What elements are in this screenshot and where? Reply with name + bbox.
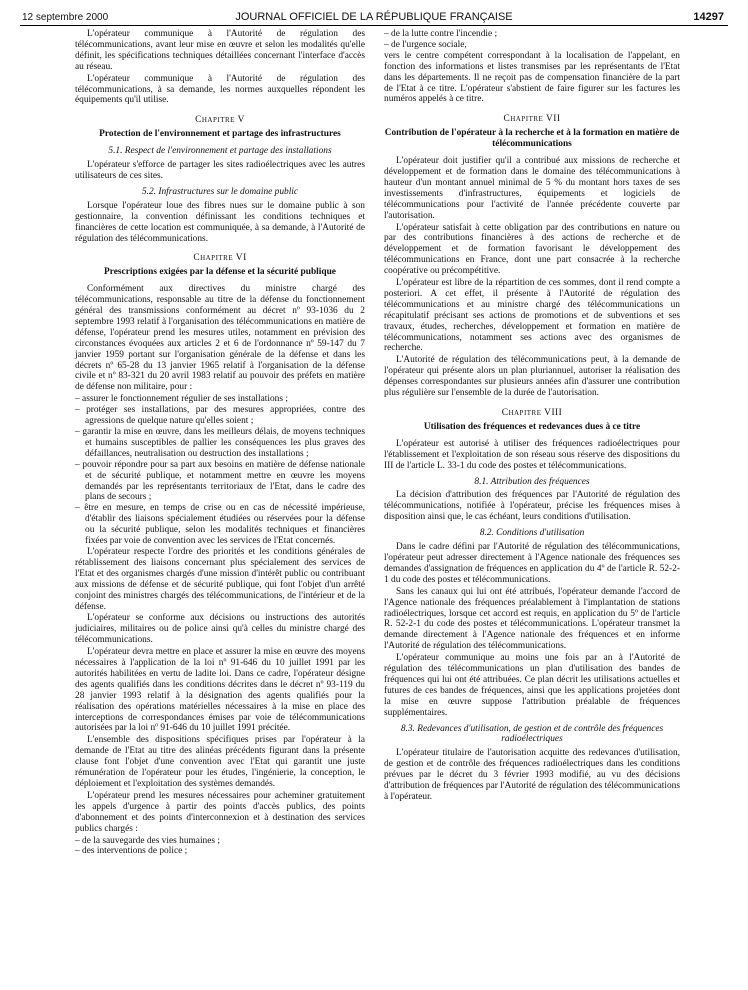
left-column xyxy=(75,29,365,857)
page-header xyxy=(0,6,748,30)
list-item: – être en mesure, en temps de crise ou en cas de nécessité impérieuse, d'établir des liaisons spécialement étudiées ou réservées pour la défense ou la sécurité publique, selon les modalités techniques et financières fixées par voie de convention avec les services de l'Etat concernés. xyxy=(75,503,365,547)
paragraph: L'opérateur est libre de la répartition de ces sommes, dont il rend compte a posteriori. A cet effet, il présente à l'Autorité de régulation des télécommunications et au ministre chargé des télécommunications un récapitulatif précisant ses actions de promotions et de subventions et ses travaux, études, recherches, développement et formation en matière de télécommunications, notamment ses actions avec des organismes de recherche. xyxy=(384,278,680,354)
paragraph: L'ensemble des dispositions spécifiques prises par l'opérateur à la demande de l'Etat au titre des alinéas précédents figurant dans la présente clause font l'objet d'une convention avec l'Etat qui garantit une juste rémunération de l'opérateur pour les études, l'ingénierie, la conception, le déploiement et l'exploitation des systèmes demandés. xyxy=(75,735,365,789)
list-item: – garantir la mise en œuvre, dans les meilleurs délais, de moyens techniques et humains susceptibles de pallier les conséquences les plus graves des défaillances, neutralisation ou destruction des installations ; xyxy=(75,427,365,459)
section-title: 8.1. Attribution des fréquences xyxy=(474,476,590,487)
paragraph: La décision d'attribution des fréquences par l'Autorité de régulation des télécommunications, notifiée à l'opérateur, précise les fréquences mises à disposition ainsi que, le cas échéant, leurs conditions d'utilisation. xyxy=(384,490,680,523)
paragraph: L'opérateur respecte l'ordre des priorités et les conditions générales de rétablissement des liaisons concernant plus spécialement des services de l'Etat et des organismes chargés d'une mission d'intérêt public ou contribuant aux missions de défense et de sécurité publique, qui font l'objet d'un arrêté conjoint des ministres chargés des télécommunications, de l'intérieur et de la défense. xyxy=(75,546,365,612)
paragraph: Sans les canaux qui lui ont été attribués, l'opérateur demande l'accord de l'Agence nationale des fréquences préalablement à l'implantation de stations radioélectriques, lorsque cet accord est requis, en application du 5º de l'article R. 52-2-1 du code des postes et télécommunications. L'opérateur transmet la demande directement à l'Agence nationale des fréquences et en informe l'Autorité de régulation des télécommunications. xyxy=(384,586,680,652)
paragraph: L'opérateur doit justifier qu'il a contribué aux missions de recherche et développement et de formation dans le domaine des télécommunications à hauteur d'un montant annuel minimal de 5 % du montant hors taxes de ses investissements d'infrastructures, équipements et logiciels de télécommunications pour l'activité de l'année précédente couverte par l'autorisation. xyxy=(384,156,680,221)
chapter-label: Chapitre VII xyxy=(503,114,561,125)
section-title: 5.2. Infrastructures sur le domaine public xyxy=(141,186,299,197)
paragraph: L'opérateur s'efforce de partager les sites radioélectriques avec les autres utilisateurs de ces sites. xyxy=(75,160,365,181)
paragraph: L'opérateur communique à l'Autorité de régulation des télécommunications, à sa demande, les normes auxquelles répondent les équipements qu'il utilise. xyxy=(75,73,365,106)
chapter-title: Protection de l'environnement et partage des infrastructures xyxy=(99,129,341,140)
paragraph: Lorsque l'opérateur loue des fibres nues sur le domaine public à son gestionnaire, la convention définissant les conditions techniques et financières de cette location est communiquée, à sa demande, à l'Autorité de régulation des télécommunications. xyxy=(75,200,365,244)
paragraph: L'opérateur communique au moins une fois par an à l'Autorité de régulation des télécommunications un plan d'utilisation des bandes de fréquences qui lui ont été attribuées. Ce plan décrit les utilisations actuelles et futures de ces bandes de fréquences, ainsi que les applications projetées dont la mise en œuvre suppose l'attribution préalable de fréquences supplémentaires. xyxy=(384,653,680,718)
paragraph: Dans le cadre défini par l'Autorité de régulation des télécommunications, l'opérateur peut adresser directement à l'Agence nationale des fréquences ses demandes d'assignation de fréquences en application du 4º de l'article R. 52-2-1 du code des postes et télécommunications. xyxy=(384,542,680,585)
paragraph: L'Autorité de régulation des télécommunications peut, à la demande de l'opérateur qui présente alors un plan pluriannuel, autoriser la réalisation des dépenses correspondantes sur plusieurs années afin d'assurer une contribution plus régulière sur l'ensemble de la durée de l'autorisation. xyxy=(384,355,680,399)
page-number: 14297 xyxy=(693,11,724,23)
section-title: 8.2. Conditions d'utilisation xyxy=(479,528,585,539)
journal-title: JOURNAL OFFICIEL DE LA RÉPUBLIQUE FRANÇAISE xyxy=(235,11,513,23)
section-title: 5.1. Respect de l'environnement et partage des installations xyxy=(108,146,332,157)
list-item: – des interventions de police ; xyxy=(75,846,188,857)
paragraph: Conformément aux directives du ministre chargé des télécommunications, responsable au titre de la défense du fonctionnement général des transmissions conformément au décret nº 93-1036 du 2 septembre 1993 relatif à l'organisation des télécommunications en matière de défense, l'opérateur prend les mesures utiles, notamment en prévision des circonstances évoquées aux articles 2 et 6 de l'ordonnance nº 59-147 du 7 janvier 1959 portant sur l'organisation générale de la défense et dans les décrets nº 65-28 du 13 janvier 1965 relatif à l'organisation de la défense civile et nº 83-321 du 20 avril 1983 relatif au pouvoir des préfets en matière de défense non militaire, pour : xyxy=(75,284,365,393)
list-item: – protéger ses installations, par des mesures appropriées, contre des agressions de quelque nature qu'elles soient ; xyxy=(75,405,365,427)
header-rule xyxy=(20,25,728,26)
paragraph: L'opérateur communique à l'Autorité de régulation des télécommunications, avant leur mise en œuvre et selon les modalités qu'elle définit, les spécifications techniques détaillées concernant l'interface d'accès au réseau. xyxy=(75,29,365,72)
paragraph: L'opérateur se conforme aux décisions ou instructions des autorités judiciaires, militaires ou de police ainsi qu'à celles du ministre chargé des télécommunications. xyxy=(75,613,365,646)
chapter-label: Chapitre VIII xyxy=(501,408,563,418)
section-title: 8.3. Redevances d'utilisation, de gestion et de contrôle des fréquences radioélectriques xyxy=(400,723,664,745)
header-date: 12 septembre 2000 xyxy=(22,12,109,23)
paragraph: L'opérateur est autorisé à utiliser des fréquences radioélectriques pour l'établissement et l'exploitation de son réseau sous réserve des dispositions du III de l'article L. 33-1 du code des postes et télécommunications. xyxy=(384,438,680,471)
chapter-label: Chapitre V xyxy=(195,115,245,126)
paragraph: L'opérateur devra mettre en place et assurer la mise en œuvre des moyens nécessaires à l'application de la loi nº 91-646 du 10 juillet 1991 par les autorités habilitées en vertu de ladite loi. Dans ce cadre, l'opérateur désigne des agents qualifiés dans les conditions décrites dans le décret nº 93-119 du 28 janvier 1993 relatif à la désignation des agents qualifiés pour la réalisation des opérations matérielles nécessaires à la mise en place des interceptions de correspondances émises par voie de télécommunications autorisées par la loi nº 91-646 du 10 juillet 1991 précitée. xyxy=(75,647,365,734)
chapter-title: Utilisation des fréquences et redevances dues à ce titre xyxy=(423,421,641,432)
right-column xyxy=(384,29,680,804)
list-item: – de la lutte contre l'incendie ; xyxy=(384,29,498,39)
list-item: – assurer le fonctionnement régulier de ses installations ; xyxy=(75,394,288,405)
chapter-title: Prescriptions exigées par la défense et la sécurité publique xyxy=(104,267,336,278)
list-item: – pouvoir répondre pour sa part aux besoins en matière de défense nationale et de sécurité publique, et notamment mettre en œuvre les moyens demandés par les représentants territoriaux de l'Etat, dans le cadre des plans de secours ; xyxy=(75,459,365,503)
list-item: – de la sauvegarde des vies humaines ; xyxy=(75,835,221,846)
paragraph: L'opérateur satisfait à cette obligation par des contributions en nature ou par des contributions financières à des actions de recherche et de développement et de formation favorisant le développement des télécommunications en France, dont une part consacrée à la recherche coopérative ou précompétitive. xyxy=(384,222,680,277)
paragraph: L'opérateur prend les mesures nécessaires pour acheminer gratuitement les appels d'urgence à partir des points d'accès publics, des points d'abonnement et des points d'interconnexion et à destination des services publics chargés : xyxy=(75,790,365,834)
list-item: – de l'urgence sociale, xyxy=(384,39,467,50)
chapter-title: Contribution de l'opérateur à la recherche et à la formation en matière de télécommunications xyxy=(384,128,680,150)
chapter-label: Chapitre VI xyxy=(193,253,247,264)
paragraph: L'opérateur titulaire de l'autorisation acquitte des redevances d'utilisation, de gestion et de contrôle des fréquences radioélectriques dans les conditions prévues par le décret du 3 février 1993 modifié, au vu des décisions d'attribution de fréquences par l'Autorité de régulation des télécommunications à l'opérateur. xyxy=(384,748,680,802)
paragraph: vers le centre compétent correspondant à la localisation de l'appelant, en fonction des informations et listes transmises par les représentants de l'Etat dans les départements. Il ne reçoit pas de compensation financière de la part de l'Etat à ce titre. L'opérateur s'abstient de faire figurer sur les factures les numéros appelés à ce titre. xyxy=(384,50,680,105)
